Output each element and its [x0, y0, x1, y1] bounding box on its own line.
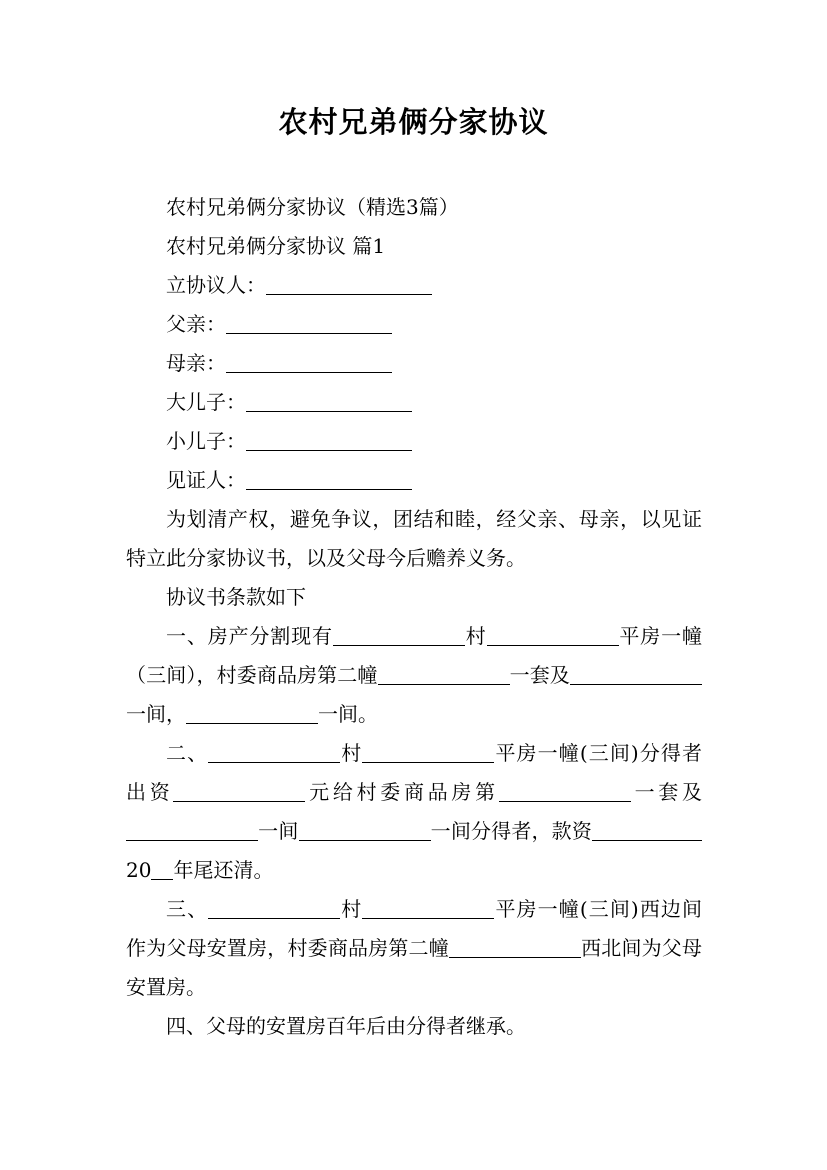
clause-1-blank-unit — [378, 660, 510, 685]
mother-blank — [226, 348, 392, 373]
elder-son-blank — [246, 387, 412, 412]
clause-2-blank-payment — [592, 816, 702, 841]
mother-label: 母亲： — [166, 351, 226, 375]
part-heading: 农村兄弟俩分家协议 篇1 — [166, 234, 386, 258]
witness-blank — [246, 465, 412, 490]
clause-2-text-d: 元给村委商品房第 — [305, 780, 499, 804]
clause-1-blank-room-a — [570, 660, 702, 685]
younger-son-blank — [246, 426, 412, 451]
father-line — [126, 305, 702, 344]
clause-1-text-d: 一套及 — [509, 663, 571, 687]
younger-son-label: 小儿子： — [166, 429, 246, 453]
document-body — [126, 188, 702, 1046]
clause-3-blank-village — [208, 894, 340, 919]
clause-1-blank-village — [333, 621, 465, 646]
clause-1-blank-house — [487, 621, 619, 646]
clause-2-blank-unit — [499, 777, 631, 802]
clause-2-year-text — [126, 858, 273, 882]
clause-2-blank-amount — [173, 777, 305, 802]
clause-2-blank-room-b — [299, 816, 431, 841]
clause-1-text-f: 一间。 — [318, 702, 378, 726]
intro-paragraph: 为划清产权，避免争议，团结和睦，经父亲、母亲，以见证特立此分家协议书，以及父母今后赡养义务。 — [126, 507, 702, 570]
clause-2-blank-year — [151, 855, 173, 880]
clause-2-text-i: 年尾还清。 — [173, 858, 274, 882]
clause-2-text-h: 20 — [126, 858, 152, 882]
clause-1-text-b: 村 — [464, 624, 487, 648]
clause-2-text-a: 二、 — [166, 741, 209, 765]
signatory-line — [126, 266, 702, 305]
elder-son-line — [126, 383, 702, 422]
clause-4: 四、父母的安置房百年后由分得者继承。 — [166, 1014, 526, 1038]
signatory-blank — [266, 270, 432, 295]
clause-2-text-f: 一间 — [258, 819, 299, 843]
clause-2-blank-house — [362, 738, 494, 763]
witness-label: 见证人： — [166, 468, 246, 492]
witness-line — [126, 461, 702, 500]
mother-line — [126, 344, 702, 383]
clause-2 — [126, 734, 702, 890]
clause-3-blank-house — [362, 894, 494, 919]
clause-1-blank-room-b — [186, 699, 318, 724]
elder-son-label: 大儿子： — [166, 390, 246, 414]
father-blank — [226, 309, 392, 334]
clause-3-text-c: 平房一幢(三间)西边间作为父母安置房，村委商品房第二幢 — [126, 897, 703, 960]
clause-3 — [126, 890, 702, 1007]
father-label: 父亲： — [166, 312, 226, 336]
clause-2-text-b: 村 — [340, 741, 363, 765]
clause-1 — [126, 617, 702, 734]
clause-3-text-d: 西北间为父母安置房。 — [126, 936, 703, 999]
clause-2-blank-village — [208, 738, 340, 763]
signatory-label: 立协议人： — [166, 273, 266, 297]
younger-son-line — [126, 422, 702, 461]
terms-heading: 协议书条款如下 — [166, 585, 306, 609]
clause-1-text-c: 平房一幢（三间），村委商品房第二幢 — [126, 624, 703, 687]
clause-3-blank-unit — [449, 933, 581, 958]
clause-2-text-c: 平房一幢(三间)分得者出资 — [126, 741, 703, 804]
clause-2-text-e: 一套及 — [630, 780, 703, 804]
clause-1-text-e: 一间， — [126, 702, 186, 726]
clause-1-text-a: 一、房产分割现有 — [166, 624, 333, 648]
clause-3-text-b: 村 — [340, 897, 363, 921]
subtitle: 农村兄弟俩分家协议（精选3篇） — [166, 195, 459, 219]
clause-2-text-g: 一间分得者，款资 — [430, 819, 592, 843]
clause-3-text-a: 三、 — [166, 897, 209, 921]
document-title: 农村兄弟俩分家协议 — [278, 105, 549, 139]
clause-2-blank-room-a — [126, 816, 258, 841]
